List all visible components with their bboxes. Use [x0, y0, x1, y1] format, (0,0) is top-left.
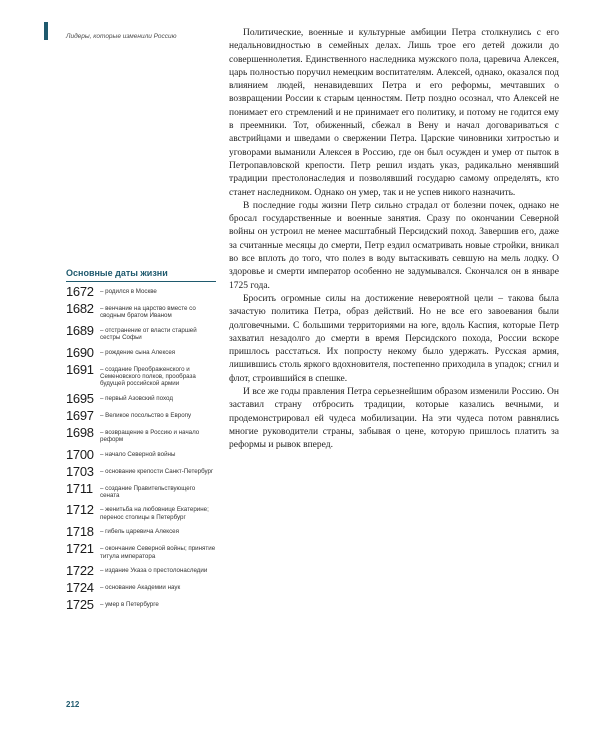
date-year: 1722 [66, 563, 94, 579]
date-row [66, 503, 216, 521]
date-event: – Великое посольство в Европу [100, 411, 192, 419]
body-paragraph: И все же годы правления Петра серьезнейшим образом изменили Россию. Он заставил страну отбросить традиции, которые казались вечными, и продемонстрировал ей чудеса мобилизации. На эти чудеса потом равнялись многие руководители страны, забывая о цене, которую пришлось платить за реформы и рывок вперед. [229, 387, 559, 451]
date-row [66, 448, 216, 461]
date-event: – умер в Петербурге [100, 601, 159, 609]
key-dates-list [66, 285, 216, 611]
date-year: 1697 [66, 407, 94, 423]
date-year: 1718 [66, 524, 94, 540]
date-event: – женитьба на любовнице Екатерине; перенос столицы в Петербург [100, 506, 209, 521]
header-accent-bar [44, 22, 48, 40]
page-number: 212 [66, 700, 80, 709]
date-year: 1672 [66, 284, 94, 299]
date-year: 1689 [66, 322, 94, 338]
date-row [66, 564, 216, 577]
date-row [66, 392, 216, 405]
date-event: – окончание Северной войны; принятие титула императора [100, 545, 216, 560]
date-row [66, 581, 216, 594]
date-event: – первый Азовский поход [100, 394, 173, 402]
body-paragraph: Бросить огромные силы на достижение невероятной цели – такова была зачастую политика Петра, образ действий. Но не все его завоевания были долговечными. С большими территориями на юге, вдоль Каспия, которые Петр захватил незадолго до смерти в время Персидского похода, России вскоре пришлось расстаться. Их попросту некому было удержать. Русская армия, лишившись столь яркого вдохновителя, постепенно приходила в упадок; сгнил и флот, строившийся в спешке. [229, 293, 559, 384]
date-row [66, 302, 216, 320]
key-dates-title: Основные даты жизни [66, 268, 216, 282]
date-event: – венчание на царство вместе со сводным братом Иваном [100, 305, 196, 320]
date-event: – создание Преображенского и Семеновского полков, прообраза будущей российской армии [100, 365, 196, 388]
date-event: – основание крепости Санкт-Петербург [100, 467, 214, 475]
running-head: Лидеры, которые изменили Россию [66, 33, 177, 40]
body-paragraph: В последние годы жизни Петр сильно страдал от болезни почек, однако не бросал государственные и военные занятия. Сразу по окончании Северной войны он устроил не менее масштабный Персидский поход. Завершив его, даже за считанные месяцы до смерти, Петр ездил осматривать новые стройки, вникал во все вплоть до того, что полез в воду вытаскивать севшую на мель лодку. О здоровье и смерти император особенно не задумывался. Скончался он в январе 1725 года. [229, 200, 559, 291]
date-row [66, 525, 216, 538]
date-year: 1721 [66, 541, 94, 557]
date-year: 1712 [66, 502, 94, 518]
body-text-column [229, 27, 559, 453]
date-year: 1724 [66, 580, 94, 596]
date-year: 1703 [66, 463, 94, 479]
date-row [66, 482, 216, 500]
date-row [66, 324, 216, 342]
key-dates-sidebar [66, 268, 216, 615]
body-paragraph: Политические, военные и культурные амбиции Петра столкнулись с его недальновидностью в семейных делах. Лишь трое его детей дожили до совершеннолетия. Единственного наследника мужского пола, царевича Алексея, царь полностью поручил немецким воспитателям. Алексей, однако, оказался под влиянием людей, ненавидевших Петра и его реформы, мечтавших о возвращении России к старым ценностям. Петр поздно осознал, что Алексей не понимает его стремлений и не принимает его политику, и потому не годится ему в преемники. Тот, обиженный, сбежал в Вену и начал договариваться с австрийцами и шведами о свержении Петра. Царские чиновники хитростью и уговорами выманили Алексея в Россию, где он был осужден и умер от пыток в Петропавловской крепости. Петр решил издать указ, радикально менявший традиции престолонаследия и позволявший государю самому определять, кто станет наследником. Однако он умер, так и не успев никого назначить. [229, 28, 559, 198]
date-year: 1725 [66, 597, 94, 613]
date-row [66, 542, 216, 560]
date-year: 1698 [66, 424, 94, 440]
date-event: – издание Указа о престолонаследии [100, 567, 208, 575]
date-event: – основание Академии наук [100, 584, 181, 592]
date-year: 1691 [66, 361, 94, 377]
date-year: 1695 [66, 390, 94, 406]
date-row [66, 346, 216, 359]
date-row [66, 363, 216, 388]
date-event: – возвращение в Россию и начало реформ [100, 428, 200, 444]
date-event: – рождение сына Алексея [100, 348, 176, 356]
date-row [66, 285, 216, 298]
date-event: – гибель царевича Алексея [100, 528, 179, 536]
date-event: – родился в Москве [100, 288, 157, 295]
date-event: – начало Северной войны [100, 450, 176, 458]
date-year: 1682 [66, 301, 94, 316]
date-row [66, 426, 216, 444]
date-event: – отстранение от власти старшей сестры Софьи [100, 326, 197, 342]
date-year: 1700 [66, 446, 94, 462]
date-year: 1690 [66, 344, 94, 360]
date-year: 1711 [66, 480, 93, 496]
date-row [66, 465, 216, 478]
date-row [66, 598, 216, 611]
date-row [66, 409, 216, 422]
date-event: – создание Правительствующего сената [100, 484, 196, 500]
